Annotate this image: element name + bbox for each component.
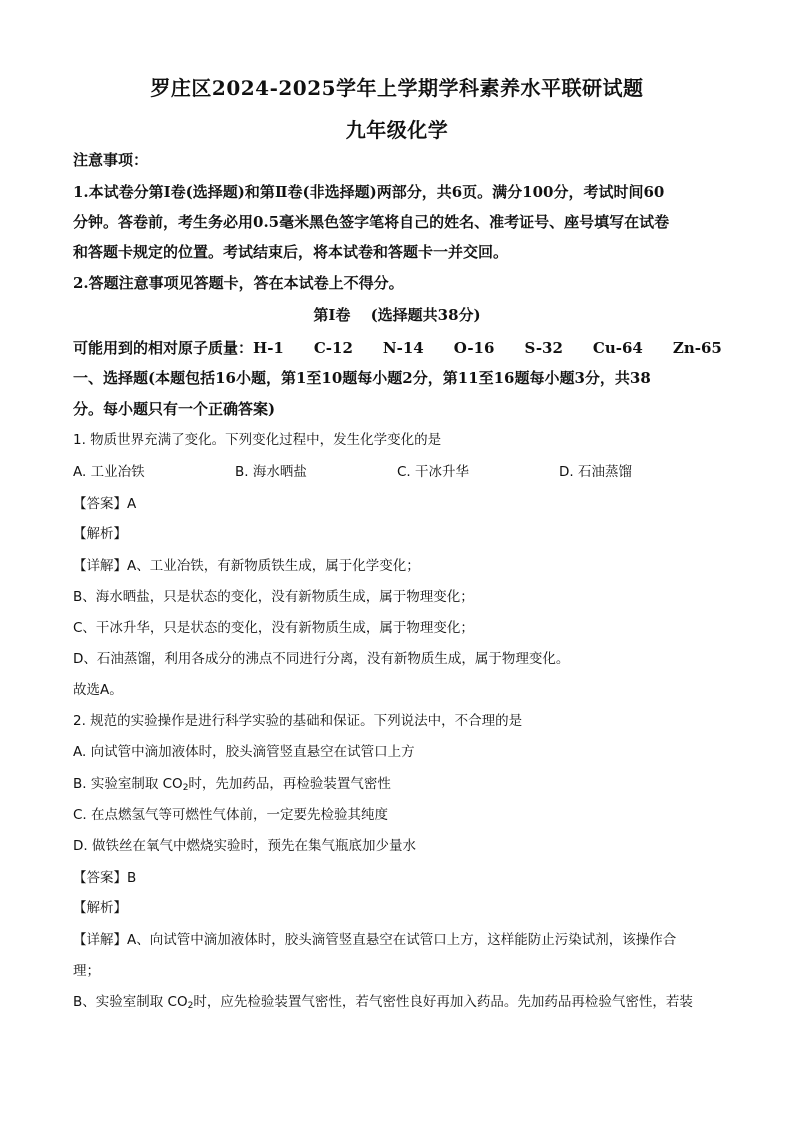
question-2-option-b-post: 时，先加药品，再检验装置气密性 — [188, 776, 391, 792]
part-1-instructions-line-2: 分。每小题只有一个正确答案) — [73, 400, 276, 418]
question-2-detail-2-sub: 2 — [187, 1001, 194, 1011]
question-2-option-b-sub: 2 — [182, 783, 189, 793]
notice-paragraph-1-line-1: 1.本试卷分第Ⅰ卷(选择题)和第Ⅱ卷(非选择题)两部分，共6页。满分100分，考试时间60 — [73, 183, 665, 201]
question-2-detail-2 — [73, 992, 721, 1016]
notice-paragraph-1-line-3: 和答题卡规定的位置。考试结束后，将本试卷和答题卡一并交回。 — [73, 243, 509, 261]
atomic-mass-label: 可能用到的相对原子质量： — [73, 339, 254, 357]
atomic-mass-zn: Zn-65 — [672, 339, 722, 357]
question-1-option-d: D. 石油蒸馏 — [559, 464, 632, 480]
question-2-analysis-label: 【解析】 — [73, 900, 127, 916]
question-2-option-d: D. 做铁丝在氧气中燃烧实验时，预先在集气瓶底加少量水 — [73, 838, 416, 854]
question-2-detail-2-pre: B、实验室制取 CO — [73, 994, 188, 1010]
question-2-stem: 2. 规范的实验操作是进行科学实验的基础和保证。下列说法中，不合理的是 — [73, 713, 523, 729]
question-1-answer: 【答案】A — [73, 496, 137, 512]
exam-subtitle: 九年级化学 — [345, 118, 449, 142]
question-1-analysis-label: 【解析】 — [73, 526, 127, 542]
atomic-mass-line — [73, 338, 721, 358]
atomic-mass-h: H-1 — [253, 339, 284, 357]
part-1-instructions-line-1: 一、选择题(本题包括16小题，第1至10题每小题2分，第11至16题每小题3分，共38 — [73, 369, 651, 387]
atomic-mass-o: O-16 — [453, 339, 495, 357]
question-1-conclusion: 故选A。 — [73, 682, 123, 698]
atomic-mass-cu: Cu-64 — [592, 339, 643, 357]
question-2-detail-2-post: 时，应先检验装置气密性，若气密性良好再加入药品。先加药品再检验气密性，若装 — [193, 994, 693, 1010]
question-1-option-a: A. 工业冶铁 — [73, 464, 145, 480]
atomic-mass-s: S-32 — [524, 339, 563, 357]
notice-heading: 注意事项： — [73, 151, 149, 169]
question-1-option-c: C. 干冰升华 — [397, 464, 470, 480]
question-1-option-b: B. 海水晒盐 — [235, 464, 307, 480]
atomic-mass-c: C-12 — [313, 339, 353, 357]
question-2-option-b-pre: B. 实验室制取 CO — [73, 776, 183, 792]
question-1-detail-4: D、石油蒸馏，利用各成分的沸点不同进行分离，没有新物质生成，属于物理变化。 — [73, 651, 570, 667]
question-2-detail-1b: 理； — [73, 963, 100, 979]
question-1-detail-3: C、干冰升华，只是状态的变化，没有新物质生成，属于物理变化； — [73, 620, 474, 636]
exam-title: 罗庄区2024-2025学年上学期学科素养水平联研试题 — [150, 76, 644, 100]
notice-paragraph-2: 2.答题注意事项见答题卡，答在本试卷上不得分。 — [73, 274, 404, 292]
question-1-detail-1: 【详解】A、工业冶铁，有新物质铁生成，属于化学变化； — [73, 558, 420, 574]
question-2-detail-1a: 【详解】A、向试管中滴加液体时，胶头滴管竖直悬空在试管口上方，这样能防止污染试剂，该操作合 — [73, 932, 677, 948]
question-2-answer: 【答案】B — [73, 870, 137, 886]
question-2-option-b — [73, 774, 721, 798]
notice-paragraph-1-line-2: 分钟。答卷前，考生务必用0.5毫米黑色签字笔将自己的姓名、准考证号、座号填写在试卷 — [73, 213, 670, 231]
question-2-option-a: A. 向试管中滴加液体时，胶头滴管竖直悬空在试管口上方 — [73, 744, 415, 760]
question-1-detail-2: B、海水晒盐，只是状态的变化，没有新物质生成，属于物理变化； — [73, 589, 474, 605]
question-2-option-c: C. 在点燃氢气等可燃性气体前，一定要先检验其纯度 — [73, 807, 389, 823]
section-1-heading: 第Ⅰ卷 (选择题共38分) — [313, 306, 481, 324]
question-1-stem: 1. 物质世界充满了变化。下列变化过程中，发生化学变化的是 — [73, 432, 442, 448]
atomic-mass-n: N-14 — [382, 339, 424, 357]
